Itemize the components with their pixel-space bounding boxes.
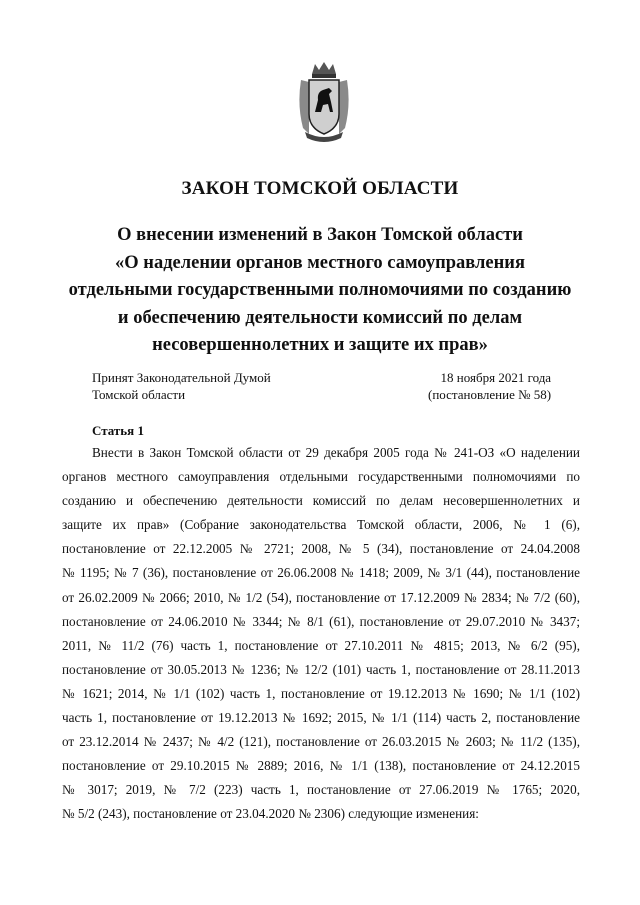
adopting-body [92, 369, 271, 403]
body-line: постановление от 29.10.2015 № 2889; 2016, № 1/1 (138), постановление от 24.12.2015 [62, 758, 580, 774]
body-line: № 5/2 (243), постановление от 23.04.2020 № 2306) следующие изменения: [62, 806, 479, 822]
adoption-date-block [428, 369, 551, 403]
body-line: от 23.12.2014 № 2437; № 4/2 (121), постановление от 26.03.2015 № 2603; № 11/2 (135), [62, 734, 580, 750]
subtitle-line: и обеспечению деятельности комиссий по делам [117, 307, 523, 328]
body-line: постановление от 24.06.2010 № 3344; № 8/1 (61), постановление от 29.07.2010 № 3437; [62, 613, 580, 629]
adopting-body-line: Томской области [92, 387, 186, 402]
body-line: защите их прав» (Собрание законодательства Томской области, 2006, № 1 (6), [62, 517, 580, 533]
body-line: часть 1, постановление от 19.12.2013 № 1692; 2015, № 1/1 (114) часть 2, постановление [62, 710, 580, 726]
body-line: № 3017; 2019, № 7/2 (223) часть 1, постановление от 27.06.2019 № 1765; 2020, [62, 782, 580, 798]
body-line: постановление от 22.12.2005 № 2721; 2008, № 5 (34), постановление от 24.04.2008 [62, 541, 580, 557]
subtitle-line: отдельными государственными полномочиями по созданию [68, 280, 572, 300]
adopting-body-line: Принят Законодательной Думой [92, 370, 271, 385]
body-line: от 26.02.2009 № 2066; 2010, № 1/2 (54), постановление от 17.12.2009 № 2834; № 7/2 (60), [62, 589, 580, 605]
body-line: 2011, № 11/2 (76) часть 1, постановление от 27.10.2011 № 4815; 2013, № 6/2 (95), [62, 637, 580, 653]
article-heading: Статья 1 [92, 423, 144, 438]
law-title: ЗАКОН ТОМСКОЙ ОБЛАСТИ [181, 178, 459, 199]
subtitle-line: «О наделении органов местного самоуправления [115, 252, 525, 273]
article-body [62, 441, 580, 827]
law-subtitle [40, 222, 600, 360]
body-line: постановление от 30.05.2013 № 1236; № 12/2 (101) часть 1, постановление от 28.11.2013 [62, 661, 580, 677]
coat-of-arms-icon [295, 60, 353, 144]
subtitle-line: несовершеннолетних и защите их прав» [152, 335, 488, 355]
body-line: созданию и обеспечению деятельности комиссий по делам несовершеннолетних и [62, 493, 580, 509]
body-line: № 1195; № 7 (36), постановление от 26.06.2008 № 1418; 2009, № 3/1 (44), постановление [62, 565, 580, 581]
body-line: № 1621; 2014, № 1/1 (102) часть 1, постановление от 19.12.2013 № 1690; № 1/1 (102) [62, 685, 580, 701]
body-line: Внести в Закон Томской области от 29 декабря 2005 года № 241-ОЗ «О наделении [92, 445, 580, 460]
subtitle-line: О внесении изменений в Закон Томской области [117, 225, 523, 245]
resolution-number: (постановление № 58) [428, 387, 552, 402]
adoption-date: 18 ноября 2021 года [440, 370, 552, 385]
body-line: органов местного самоуправления отдельными государственными полномочиями по [62, 469, 580, 485]
